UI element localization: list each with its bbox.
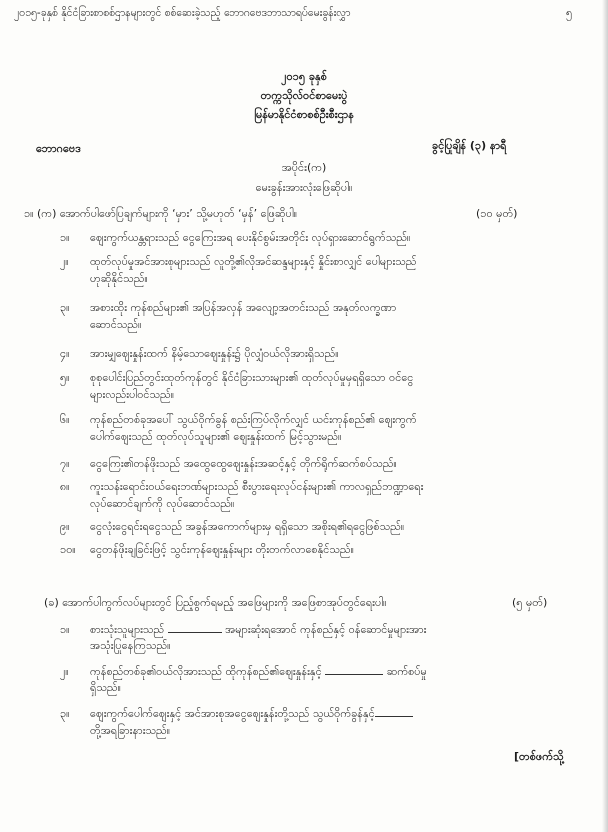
part-instruction: မေးခွန်းအားလုံးဖြေဆိုပါ။ — [255, 181, 353, 194]
exam-board: မြန်မာနိုင်ငံစာစစ်ဦးစီးဌာန — [254, 108, 354, 121]
running-title: ၂၀၁၅-ခုနှစ် နိုင်ငံခြားစာစစ်ဌာနများတွင် စစ်ဆေးခဲ့သည့် ဘောဂဗေဒဘာသာရပ်မေးခွန်းလွှာ — [14, 7, 351, 19]
list-item-continuation: လုပ်ဆောင်ချက်ကို လုပ်ဆောင်သည်။ — [90, 497, 235, 510]
list-item: ၃။ ဈေးကွက်ပေါက်ဈေးနှင့် အင်အားစုအငွေဈေးနှုန်းတို့သည် သွယ်ဝိုက်ခွန်နှင့် — [60, 706, 413, 721]
exam-title: တက္ကသိုလ်ဝင်စာမေးပွဲ — [260, 89, 348, 102]
scan-edge-shadow — [602, 0, 608, 832]
list-item-continuation: ပေါက်ဈေးသည် ထုတ်လုပ်သူများ၏ ဈေးနှုန်းထက် မြင့်သွားမည်။ — [90, 430, 342, 443]
list-item: ၈။ ကူးသန်းရောင်းဝယ်ရေးဘဏ်များသည် စီးပွားရေးလုပ်ငန်းများ၏ ကာလရှည်ဘဏ္ဍာရေး — [60, 480, 424, 493]
list-item: ၅။ စုစုပေါင်းပြည်တွင်းထုတ်ကုန်တွင် နိုင်ငံခြားသားများ၏ ထုတ်လုပ်မှုမှရရှိသော ဝင်ငွေ — [60, 371, 414, 384]
list-item-continuation: ဆောင်သည်။ — [90, 318, 142, 331]
list-item: ၆။ ကုန်စည်တစ်ခုအပေါ် သွယ်ဝိုက်ခွန် စည်းကြပ်လိုက်လျှင် ယင်းကုန်စည်၏ ဈေးကွက် — [60, 413, 417, 426]
list-item-continuation: တို့အရခြားနားသည်။ — [90, 724, 171, 737]
list-item-continuation: များလည်းပါဝင်သည်။ — [90, 388, 175, 401]
part-title: အပိုင်း(က) — [281, 161, 327, 174]
question-1a-label: ၁။ (က) အောက်ပါဖော်ပြချက်များကို ‘မှား’ သို့မဟုတ် ‘မှန်’ ဖြေဆိုပါ။ — [24, 207, 298, 220]
fill-in-blank — [325, 664, 383, 675]
list-item: ၄။ အားမျှဈေးနှုန်းထက် နိမ့်သောဈေးနှုန်း၌ ပိုလျှံဝယ်လိုအားရှိသည်။ — [60, 347, 339, 360]
fill-in-blank — [168, 622, 222, 633]
list-item: ၁၀။ ငွေတန်ဖိုးချခြင်းဖြင့် သွင်းကုန်ဈေးနှုန်းများ တိုးတက်လာစေနိုင်သည်။ — [60, 543, 354, 556]
list-item: ၇။ ငွေကြေး၏တန်ဖိုးသည် အထွေထွေဈေးနှုန်းအဆင့်နှင့် တိုက်ရိုက်ဆက်စပ်သည်။ — [60, 457, 397, 470]
fill-in-blank — [375, 706, 413, 717]
list-item-continuation: ရှိသည်။ — [90, 681, 121, 694]
list-item-continuation: အသုံးပြုနေကြသည်။ — [90, 639, 171, 652]
list-item-continuation: ဟုဆိုနိုင်သည်။ — [90, 272, 148, 285]
list-item: ၃။ အစားထိုး ကုန်စည်များ၏ အပြန်အလှန် အလျော့အတင်းသည် အနုတ်လက္ခဏာ — [60, 301, 397, 314]
list-item: ၂။ ထုတ်လုပ်မှုအင်အားစုများသည် လူတို့၏လိုအင်ဆန္ဒများနှင့် နှိုင်းစာလျှင် ပေါများသည် — [60, 255, 417, 268]
time-allowed: ခွင့်ပြုချိန် (၃) နာရီ — [432, 139, 507, 152]
subject: ဘောဂဗေဒ — [36, 142, 81, 155]
page-number: ၅ — [566, 6, 573, 19]
list-item: ၁။ ဈေးကွက်ယန္တရားသည် ငွေကြေးအရ ပေးနိုင်စွမ်းအတိုင်း လုပ်ရှားဆောင်ရွက်သည်။ — [60, 231, 411, 244]
question-1b-marks: (၅ မှတ်) — [512, 596, 548, 609]
list-item: ၉။ ငွေလုံးငွေရင်းရငွေသည် အခွန်အကောက်များမှ ရရှိသော အစိုးရ၏ရငွေဖြစ်သည်။ — [60, 520, 405, 533]
list-item: ၂။ ကုန်စည်တစ်ခု၏ဝယ်လိုအားသည် ထိုကုန်စည်၏ဈေးနှုန်းနှင့် ဆက်စပ်မှု — [60, 665, 427, 678]
question-1a-marks: (၁၀ မှတ်) — [476, 207, 518, 220]
list-item: ၁။ စားသုံးသူများသည် အများဆုံးရအောင် ကုန်စည်နှင့် ဝန်ဆောင်မှုများအား — [60, 623, 427, 636]
continued-note: [တစ်ဖက်သို့ — [514, 750, 564, 763]
question-1b-label: (ခ) အောက်ပါကွက်လပ်များတွင် ပြည့်စွက်ရမည့် အဖြေများကို အဖြေစာအုပ်တွင်ရေးပါ။ — [44, 596, 387, 609]
exam-year: ၂၀၁၅ ခုနှစ် — [281, 70, 327, 83]
